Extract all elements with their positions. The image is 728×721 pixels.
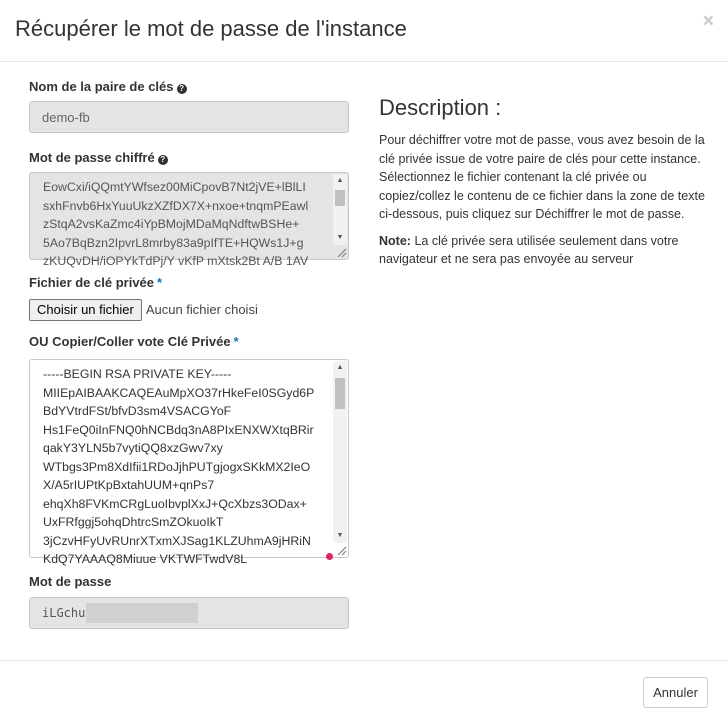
- description-note: [379, 232, 709, 269]
- question-circle-icon[interactable]: ?: [158, 155, 168, 165]
- text-line: Hs1FeQ0iInFNQ0hNCBdq3nA8PIxENXWXtqBRir: [43, 422, 314, 437]
- private-key-text: [30, 360, 348, 569]
- text-line: zKUQvDH/iOPYkTdPj/Y vKfP mXtsk2Bt A/B 1AV: [43, 254, 309, 268]
- private-key-label-text: OU Copier/Coller vote Clé Privée: [29, 334, 231, 349]
- keyfile-label-text: Fichier de clé privée: [29, 275, 155, 290]
- file-input: [29, 299, 258, 321]
- required-asterisk: *: [233, 334, 239, 349]
- text-line: 5Ao7BqBzn2IpvrL8mrby83a9pIfTE+HQWs1J+g: [43, 235, 304, 250]
- password-value: iLGchu: [42, 606, 86, 620]
- text-line: qakY3YLN5b7vytiQQ8xzGwv7xy: [43, 441, 223, 455]
- keypair-label-text: Nom de la paire de clés: [29, 79, 174, 94]
- text-line: EowCxi/iQQmtYWfsez00MiCpovB7Nt2jVE+lBlLI: [43, 180, 306, 194]
- choose-file-button[interactable]: Choisir un fichier: [29, 299, 142, 321]
- scroll-up-arrow-icon[interactable]: ▲: [336, 177, 344, 184]
- scroll-down-arrow-icon[interactable]: ▼: [336, 234, 344, 241]
- text-line: KdQ7YAAAQ8Miuue VKTWFTwdV8L: [43, 552, 248, 566]
- file-status: Aucun fichier choisi: [145, 302, 258, 317]
- text-line: sxhFnvb6HxYuuUkzXZfDX7X+nxoe+tnqmPEawl: [43, 198, 309, 213]
- text-line: MIIEpAIBAAKCAQEAuMpXO37rHkeFeI0SGyd6P: [43, 385, 315, 400]
- close-icon[interactable]: ×: [702, 11, 714, 32]
- text-line: zStqA2vsKaZmc4iYpBMojMDaMqNdftwBSHe+: [43, 217, 300, 231]
- note-label: Note:: [379, 233, 411, 248]
- text-line: ehqXh8FVKmCRgLuoIbvplXxJ+QcXbzs3ODax+: [43, 496, 307, 511]
- text-line: UxFRfggj5ohqDhtrcSmZOkuoIkT: [43, 515, 224, 529]
- description-panel: [379, 95, 709, 269]
- private-key-label: [29, 334, 239, 349]
- keyfile-label: [29, 275, 162, 290]
- scrollbar-thumb[interactable]: [335, 190, 345, 206]
- scrollbar[interactable]: [333, 174, 347, 245]
- scroll-up-arrow-icon[interactable]: ▲: [336, 364, 344, 371]
- private-key-textarea[interactable]: [29, 359, 349, 566]
- modal-header: [0, 0, 728, 62]
- text-line: 3jCzvHFyUvRUnrXTxmXJSag1KLZUhmA9jHRiN: [43, 533, 311, 548]
- password-label: Mot de passe: [29, 574, 112, 589]
- resize-grip-icon[interactable]: [335, 246, 347, 258]
- keypair-name-field: demo-fb: [29, 101, 349, 133]
- cancel-button[interactable]: Annuler: [643, 677, 708, 708]
- password-field: [29, 597, 349, 629]
- text-line: BdYVtrdFSt/bfvD3sm4VSACGYoF: [43, 404, 232, 418]
- keypair-label: [29, 79, 187, 94]
- modal-title: Récupérer le mot de passe de l'instance: [15, 16, 407, 41]
- validation-dot-icon: [326, 553, 333, 560]
- encrypted-password-label: [29, 150, 168, 165]
- encrypted-password-textarea[interactable]: [29, 172, 349, 268]
- text-line: -----BEGIN RSA PRIVATE KEY-----: [43, 367, 232, 381]
- note-text: La clé privée sera utilisée seulement dans votre navigateur et ne sera pas envoyée au serveur: [379, 233, 679, 266]
- encrypted-password-text: [30, 173, 348, 271]
- text-line: X/A5rIUPtKpBxtahUUM+qnPs7: [43, 478, 215, 492]
- question-circle-icon[interactable]: ?: [177, 84, 187, 94]
- description-paragraph: Pour déchiffrer votre mot de passe, vous avez besoin de la clé privée issue de votre paire de clés pour cette instance. Sélectionnez le fichier contenant la clé privée ou copiez/collez le contenu de ce fichier dans la zone de texte ci-dessous, puis cliquez sur Déchiffrer le mot de passe.: [379, 133, 705, 221]
- text-line: WTbgs3Pm8XdIfii1RDoJjhPUTgjogxSKkMX2IeO: [43, 459, 311, 474]
- scrollbar[interactable]: [333, 361, 347, 543]
- scroll-down-arrow-icon[interactable]: ▼: [336, 532, 344, 539]
- description-title: Description :: [379, 95, 502, 120]
- redaction-mask: [86, 603, 198, 623]
- encrypted-password-label-text: Mot de passe chiffré: [29, 150, 155, 165]
- required-asterisk: *: [157, 275, 163, 290]
- scrollbar-thumb[interactable]: [335, 378, 345, 409]
- resize-grip-icon[interactable]: [335, 544, 347, 556]
- modal-footer: [0, 660, 728, 721]
